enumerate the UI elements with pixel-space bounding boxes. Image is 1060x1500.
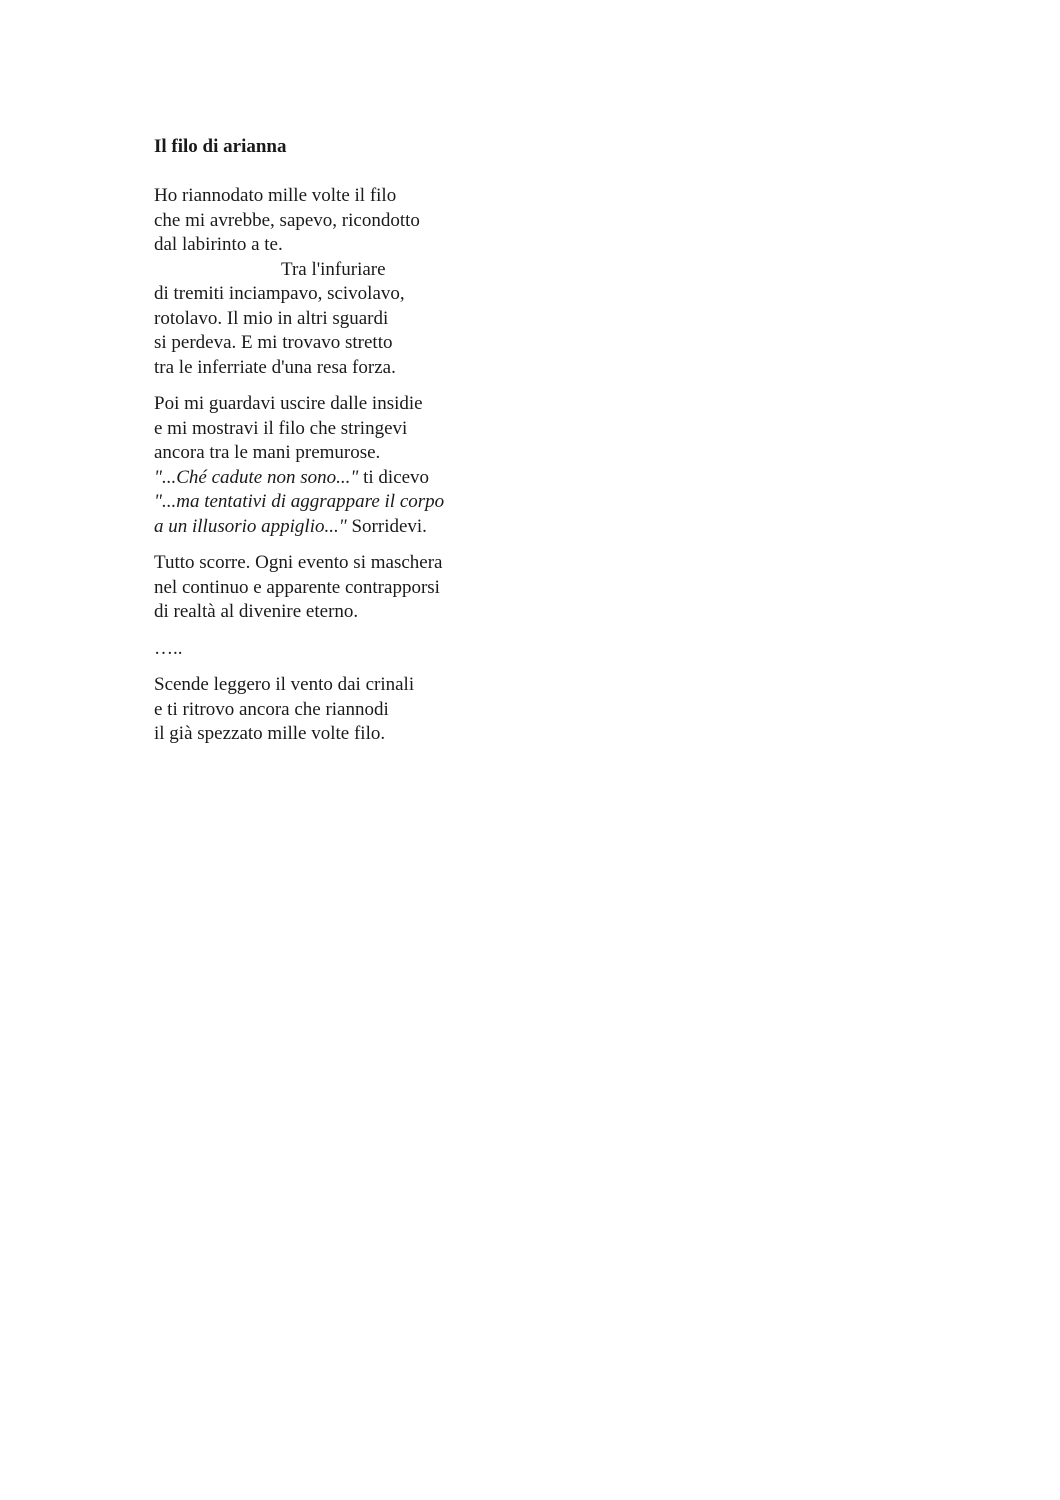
poem-line-indented: Tra l'infuriare	[281, 258, 386, 280]
poem-line: e mi mostravi il filo che stringevi	[154, 417, 408, 439]
line-rest: ti dicevo	[358, 466, 430, 488]
poem-line	[154, 466, 754, 491]
poem-line: che mi avrebbe, sapevo, ricondotto	[154, 209, 420, 231]
italic-quote: a un illusorio appiglio..."	[154, 515, 347, 537]
poem-line: di tremiti inciampavo, scivolavo,	[154, 283, 405, 304]
italic-quote-line: "...ma tentativi di aggrappare il corpo	[154, 491, 445, 512]
poem-line: Poi mi guardavi uscire dalle insidie	[154, 393, 423, 414]
poem-line: il già spezzato mille volte filo.	[154, 723, 386, 744]
stanza-4	[154, 673, 754, 747]
poem-title: Il filo di arianna	[154, 136, 287, 157]
italic-quote: "...Ché cadute non sono..."	[154, 466, 359, 488]
stanza-2	[154, 392, 754, 539]
poem-line: e ti ritrovo ancora che riannodi	[154, 698, 389, 720]
stanza-1	[154, 184, 754, 380]
poem-line: rotolavo. Il mio in altri sguardi	[154, 307, 389, 329]
poem-line: nel continuo e apparente contrapporsi	[154, 576, 440, 598]
poem-line: ancora tra le mani premurose.	[154, 442, 381, 463]
poem-line: Tutto scorre. Ogni evento si maschera	[154, 552, 443, 573]
poem-line: si perdeva. E mi trovavo stretto	[154, 332, 393, 353]
poem-line: Scende leggero il vento dai crinali	[154, 674, 415, 695]
line-rest: Sorridevi.	[346, 515, 427, 537]
ellipsis: …..	[154, 637, 183, 659]
ellipsis-break	[154, 637, 754, 662]
poem-line	[154, 515, 754, 540]
poem-line: dal labirinto a te.	[154, 234, 283, 255]
poem	[154, 134, 754, 759]
stanza-3	[154, 551, 754, 625]
poem-line: di realtà al divenire eterno.	[154, 601, 359, 622]
poem-line: tra le inferriate d'una resa forza.	[154, 356, 396, 378]
poem-line: Ho riannodato mille volte il filo	[154, 185, 397, 206]
